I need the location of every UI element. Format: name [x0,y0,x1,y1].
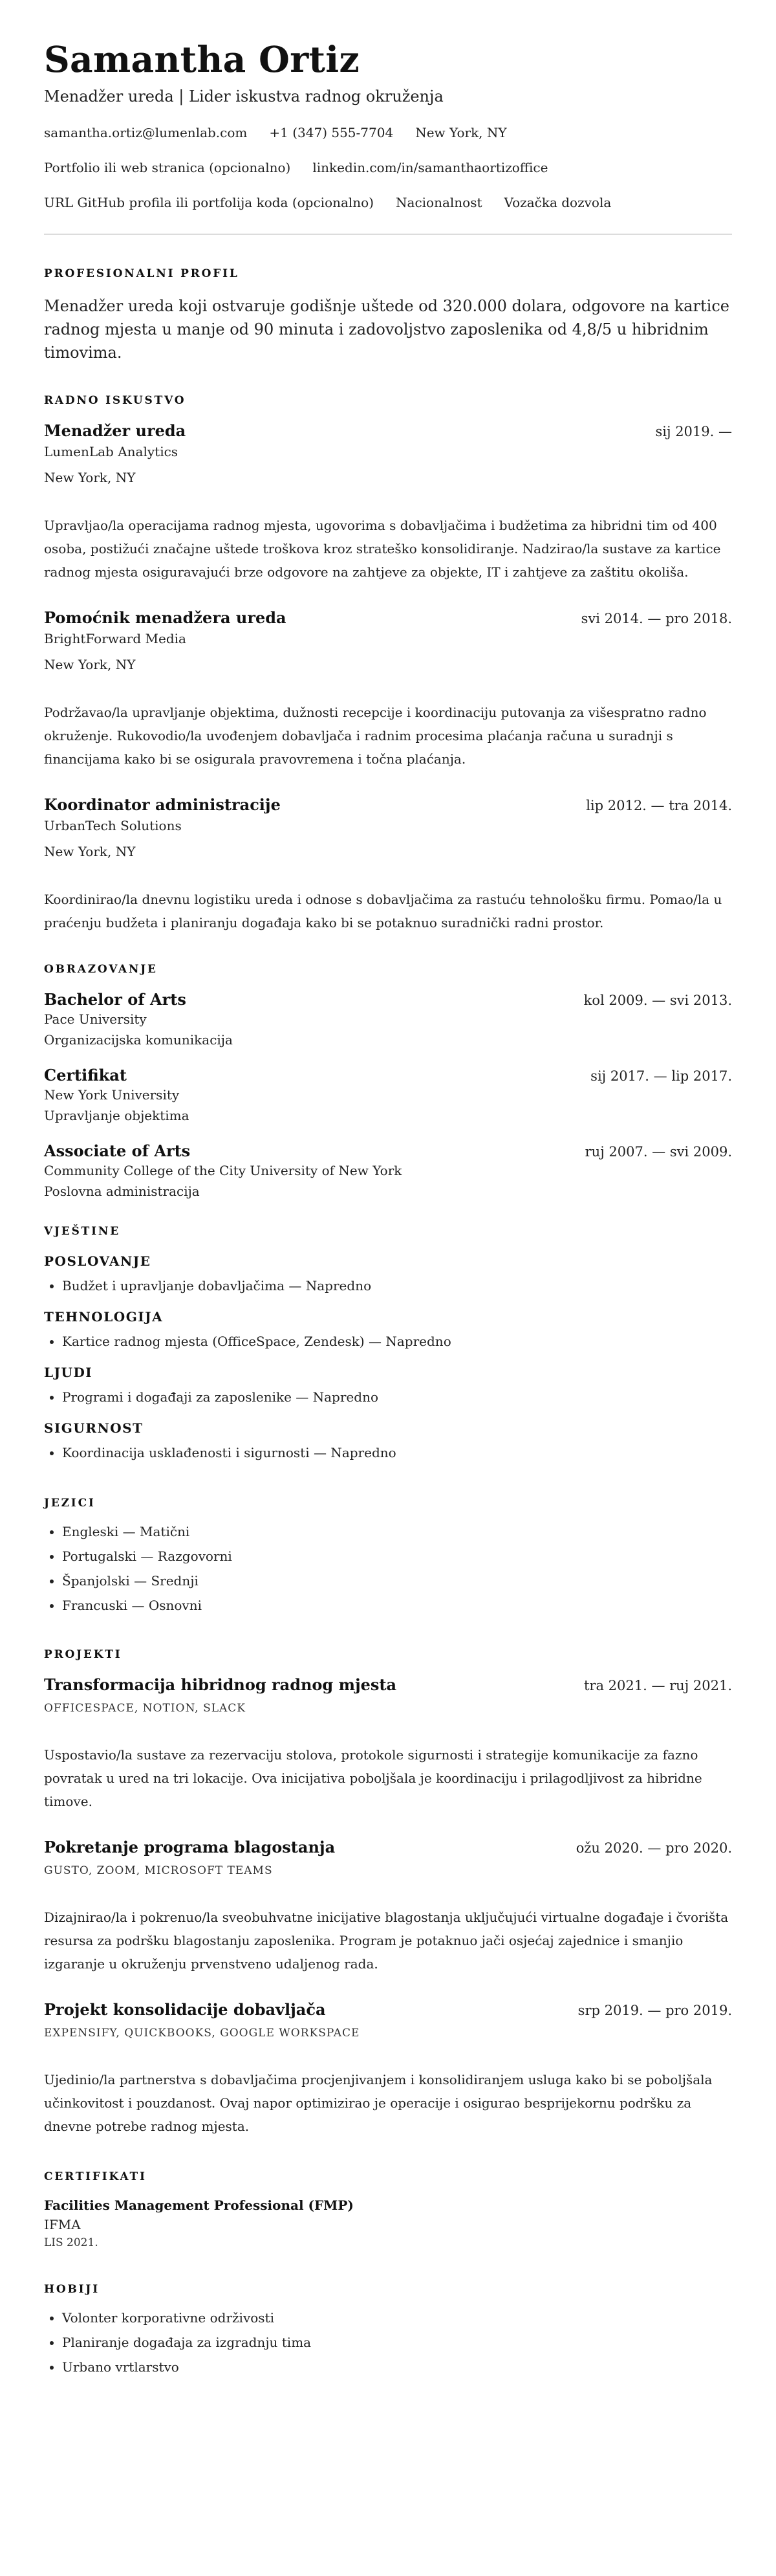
degree-title: Bachelor of Arts [44,990,186,1009]
github-link[interactable]: URL GitHub profila ili portfolija koda (opcionalno) [44,195,374,211]
skill-item: • Budžet i upravljanje dobavljačima — Napredno [62,1278,732,1294]
skill-category-title: POSLOVANJE [44,1253,151,1270]
project-description: Ujedinio/la partnerstva s dobavljačima procjenjivanjem i konsolidiranjem usluga kako bi se poboljšala učinkovitost i pouzdanost. Ovaj napor optimizirao je operacije i osigurao besprijekornu podršku za dnevne potrebe radnog mjesta. [44,2072,713,2135]
skill-item: • Kartice radnog mjesta (OfficeSpace, Zendesk) — Napredno [62,1334,732,1349]
project-tech: EXPENSIFY, QUICKBOOKS, GOOGLE WORKSPACE [44,2027,360,2040]
job-dates: svi 2014. — pro 2018. [581,611,732,627]
portfolio-link[interactable]: Portfolio ili web stranica (opcionalno) [44,160,291,176]
project-description: Dizajnirao/la i pokrenuo/la sveobuhvatne inicijative blagostanja uključujući virtualne događaje i čvorišta resursa za podršku blagostanju zaposlenika. Program je potaknuo jači osjećaj zajednice i smanjio izgaranje u okruženju prvenstveno udaljenog rada. [44,1910,729,1972]
languages-list [44,1524,732,1613]
header-divider [44,234,732,235]
languages-section-title: JEZICI [44,1497,96,1510]
project-description: Uspostavio/la sustave za rezervaciju stolova, protokole sigurnosti i strategije komunikacije za fazno povratak u ured na tri lokacije. Ova inicijativa poboljšala je koordinaciju i prilagodljivost za hibridne timove. [44,1747,702,1810]
education-section-title: OBRAZOVANJE [44,963,158,976]
job-description: Koordinirao/la dnevnu logistiku ureda i odnose s dobavljačima za rastuću tehnološku firmu. Pomao/la u praćenju budžeta i planiranju događaja kako bi se potaknuo suradnički radni prostor. [44,892,722,931]
phone-text: +1 (347) 555-7704 [269,125,394,141]
hobby-item: • Volonter korporativne održivosti [62,2310,732,2326]
project-dates: ožu 2020. — pro 2020. [576,1840,732,1856]
language-item: • Portugalski — Razgovorni [62,1548,732,1564]
hobbies-list [44,2310,732,2375]
job-title: Pomoćnik menadžera ureda [44,608,286,628]
language-item: • Francuski — Osnovni [62,1598,732,1613]
nationality-text: Nacionalnost [396,195,482,211]
contact-row-3 [44,195,732,210]
school-name: Pace University [44,1011,147,1028]
email-link[interactable]: samantha.ortiz@lumenlab.com [44,125,248,141]
project-entry [44,1675,732,1813]
certificate-name: Facilities Management Professional (FMP) [44,2197,354,2214]
education-entry [44,990,732,1048]
project-name: Transformacija hibridnog radnog mjesta [44,1675,397,1695]
education-dates: sij 2017. — lip 2017. [590,1068,732,1084]
company-name: BrightForward Media [44,631,186,647]
job-title: Menadžer ureda [44,421,186,441]
projects-section-title: PROJEKTI [44,1648,122,1662]
education-dates: ruj 2007. — svi 2009. [585,1144,732,1160]
hobby-item: • Urbano vrtlarstvo [62,2359,732,2375]
skill-list [44,1445,732,1460]
field-of-study: Upravljanje objektima [44,1108,189,1124]
experience-section-title: RADNO ISKUSTVO [44,394,186,408]
skill-item: • Koordinacija usklađenosti i sigurnosti — Napredno [62,1445,732,1460]
education-entry [44,1141,732,1199]
job-description: Upravljao/la operacijama radnog mjesta, ugovorima s dobavljačima i budžetima za hibridni tim od 400 osoba, postižući značajne uštede troškova kroz strateško konsolidiranje. Nadzirao/la sustave za kartice radnog mjesta osiguravajući brze odgovore na zahtjeve za objekte, IT i zahtjeve za zaštitu okoliša. [44,518,721,580]
job-description: Podržavao/la upravljanje objektima, dužnosti recepcije i koordinaciju putovanja za višespratno radno okruženje. Rukovodio/la uvođenjem dobavljača i radnim procesima plaćanja računa u suradnji s financijama kako bi se osigurala pravovremena i točna plaćanja. [44,705,707,767]
project-entry [44,2000,732,2138]
driving-license-text: Vozačka dozvola [504,195,612,211]
experience-entry [44,421,732,584]
degree-title: Associate of Arts [44,1141,191,1161]
job-dates: sij 2019. — [655,424,732,440]
education-entry [44,1066,732,1123]
candidate-name: Samantha Ortiz [44,38,360,80]
certificate-date: LIS 2021. [44,2236,98,2250]
job-location: New York, NY [44,470,136,486]
field-of-study: Organizacijska komunikacija [44,1032,233,1048]
degree-title: Certifikat [44,1066,127,1085]
project-entry [44,1838,732,1976]
job-location: New York, NY [44,657,136,673]
skill-category-title: TEHNOLOGIJA [44,1309,164,1325]
hobbies-section-title: HOBIJI [44,2283,100,2296]
project-tech: GUSTO, ZOOM, MICROSOFT TEAMS [44,1864,273,1878]
education-dates: kol 2009. — svi 2013. [583,993,732,1009]
location-text: New York, NY [415,125,507,141]
contact-row-1 [44,125,732,140]
certificates-section-title: CERTIFIKATI [44,2170,147,2184]
project-dates: srp 2019. — pro 2019. [577,2003,732,2019]
company-name: UrbanTech Solutions [44,818,182,834]
certificate-issuer: IFMA [44,2217,81,2233]
project-name: Pokretanje programa blagostanja [44,1838,336,1857]
school-name: Community College of the City University of New York [44,1163,402,1179]
language-item: • Engleski — Matični [62,1524,732,1539]
hobby-item: • Planiranje događaja za izgradnju tima [62,2335,732,2350]
experience-entry [44,608,732,771]
skill-category-title: LJUDI [44,1365,93,1381]
skill-list [44,1278,732,1294]
headline: Menadžer ureda | Lider iskustva radnog okruženja [44,87,444,106]
skill-item: • Programi i događaji za zaposlenike — Napredno [62,1389,732,1405]
project-name: Projekt konsolidacije dobavljača [44,2000,326,2020]
field-of-study: Poslovna administracija [44,1183,200,1200]
job-location: New York, NY [44,844,136,860]
project-tech: OFFICESPACE, NOTION, SLACK [44,1702,246,1715]
profile-summary: Menadžer ureda koji ostvaruje godišnje uštede od 320.000 dolara, odgovore na kartice radnog mjesta u manje od 90 minuta i zadovoljstvo zaposlenika od 4,8/5 u hibridnim timovima. [44,297,729,362]
linkedin-link[interactable]: linkedin.com/in/samanthaortizoffice [312,160,548,176]
experience-entry [44,795,732,934]
job-dates: lip 2012. — tra 2014. [586,798,732,814]
profile-section-title: PROFESIONALNI PROFIL [44,267,239,281]
company-name: LumenLab Analytics [44,444,178,460]
job-title: Koordinator administracije [44,795,281,815]
skill-list [44,1389,732,1405]
certificate-entry [44,2197,732,2249]
skills-section-title: VJEŠTINE [44,1225,120,1238]
skill-list [44,1334,732,1349]
skill-category-title: SIGURNOST [44,1420,144,1437]
project-dates: tra 2021. — ruj 2021. [583,1678,732,1694]
school-name: New York University [44,1087,180,1103]
contact-row-2 [44,160,732,175]
language-item: • Španjolski — Srednji [62,1573,732,1589]
